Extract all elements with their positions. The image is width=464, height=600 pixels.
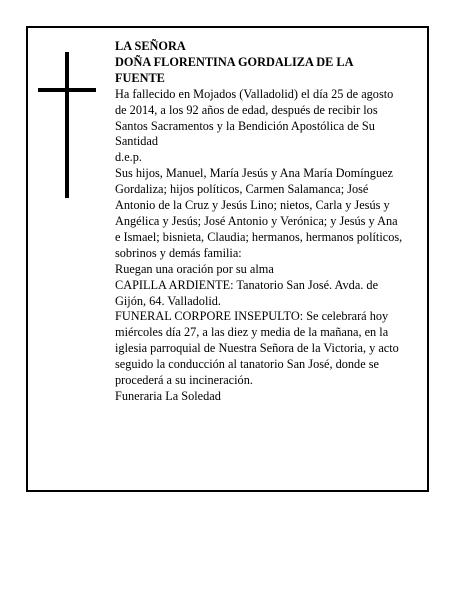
funeral-home: Funeraria La Soledad xyxy=(115,388,221,403)
family-list: Sus hijos, Manuel, María Jesús y Ana María Domínguez Gordaliza; hijos políticos, Carmen Salamanca; José Antonio de la Cruz y Jesús Lino; nietos, Carla y Jesús y Angélica y Jesús; José Antonio y Verónica; y Jesús y Ana e Ismael; bisnieta, Claudia; hermanos, hermanos políticos, sobrinos y demás familia: xyxy=(115,166,403,260)
rip-text: d.e.p. xyxy=(115,150,142,165)
deceased-name: DOÑA FLORENTINA GORDALIZA DE LA FUENTE xyxy=(115,54,353,85)
cross-icon xyxy=(38,52,96,198)
prayer-request: Ruegan una oración por su alma xyxy=(115,261,274,276)
chapel-info: CAPILLA ARDIENTE: Tanatorio San José. Avda. de Gijón, 64. Valladolid. xyxy=(115,277,379,308)
notice-heading: LA SEÑORA xyxy=(115,39,186,53)
notice-text xyxy=(115,39,405,405)
death-announcement: Ha fallecido en Mojados (Valladolid) el día 25 de agosto de 2014, a los 92 años de edad, después de recibir los Santos Sacramentos y la Bendición Apostólica de Su Santidad xyxy=(115,86,394,149)
cross-horizontal-bar xyxy=(38,88,96,92)
cross-vertical-bar xyxy=(65,52,69,198)
funeral-info: FUNERAL CORPORE INSEPULTO: Se celebrará hoy miércoles día 27, a las diez y media de la mañana, en la iglesia parroquial de Nuestra Señora de la Victoria, y acto seguido la conducción al tanatorio San José, donde se procederá a su incineración. xyxy=(115,309,399,388)
